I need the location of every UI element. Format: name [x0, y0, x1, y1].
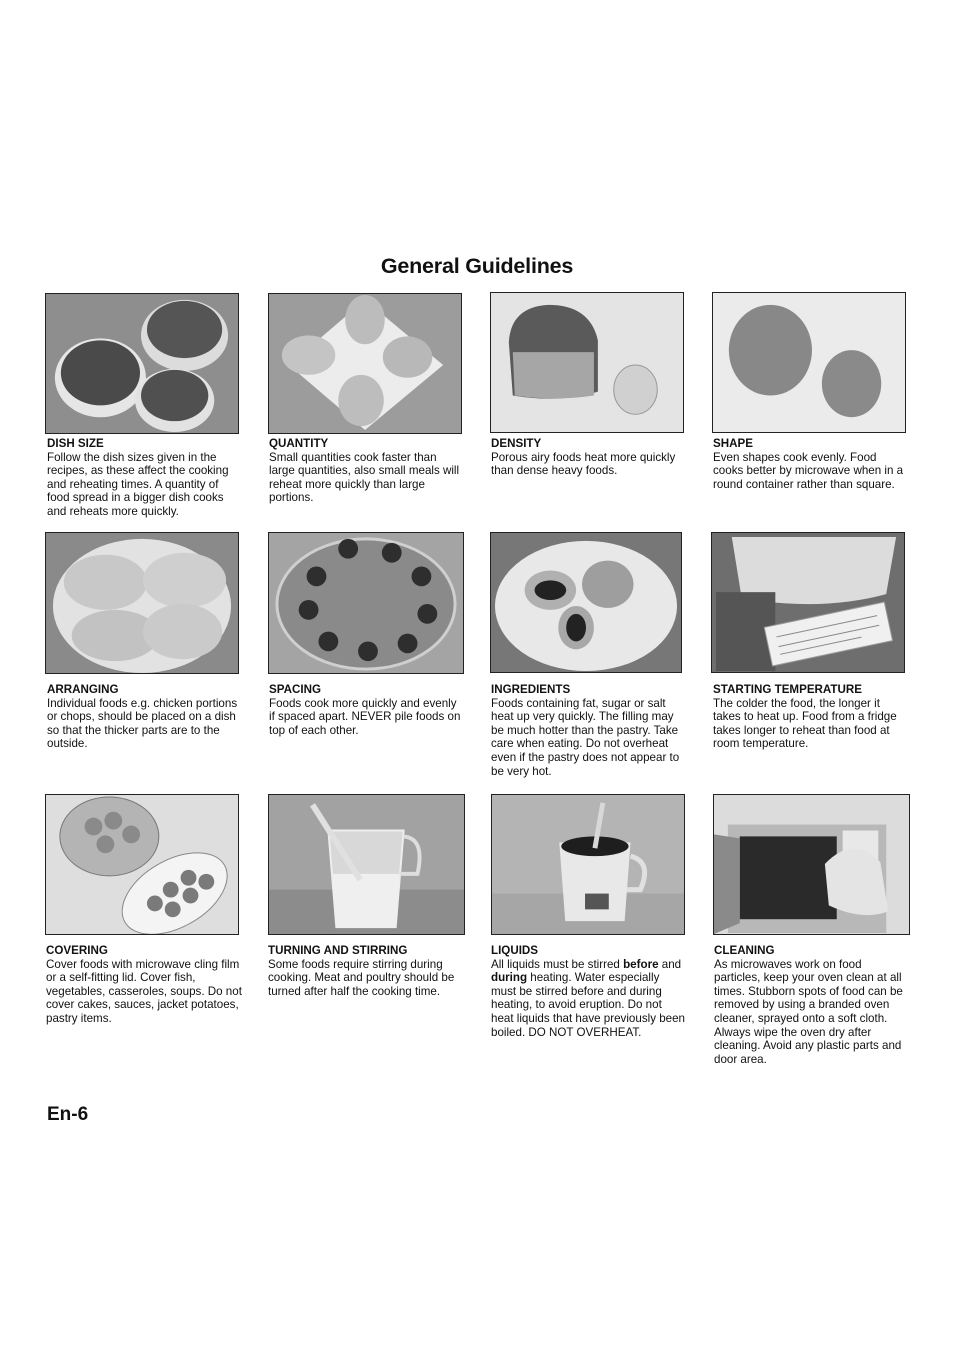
guideline-liquids [491, 944, 685, 1039]
dish-size-photo [45, 293, 239, 434]
guideline-heading: DENSITY [491, 437, 542, 450]
guideline-heading: CLEANING [714, 944, 775, 957]
guideline-ingredients [491, 683, 685, 778]
guideline-turning-and-stirring [268, 944, 464, 998]
guideline-arranging [47, 683, 242, 751]
guideline-heading: SHAPE [713, 437, 753, 450]
guideline-cleaning [714, 944, 911, 1066]
guideline-heading: TURNING AND STIRRING [268, 944, 408, 957]
guideline-heading: COVERING [46, 944, 108, 957]
guideline-text: Individual foods e.g. chicken portions or chops, should be placed on a dish so that the thicker parts are to the outside. [47, 696, 238, 751]
guideline-quantity [269, 437, 463, 505]
guideline-heading: ARRANGING [47, 683, 119, 696]
guideline-text-part: heating. Water especially must be stirred before and during heating, to avoid eruption. Do not heat liquids that have previously been boiled. DO NOT OVERHEAT. [491, 971, 686, 1039]
page-number: En-6 [47, 1104, 89, 1125]
guideline-heading: DISH SIZE [47, 437, 104, 450]
guideline-text-part: and [658, 957, 682, 971]
guideline-text: The colder the food, the longer it takes to heat up. Food from a fridge takes longer to reheat than food at room temperature. [713, 696, 897, 751]
cleaning-photo [713, 794, 910, 935]
guideline-text: Foods cook more quickly and evenly if spaced apart. NEVER pile foods on top of each other. [269, 696, 461, 737]
guideline-heading: INGREDIENTS [491, 683, 571, 696]
arranging-photo [45, 532, 239, 674]
guideline-text-part: All liquids must be stirred [491, 957, 624, 971]
shape-photo [712, 292, 906, 433]
density-photo [490, 292, 684, 433]
guideline-covering [46, 944, 242, 1026]
turning-and-stirring-photo [268, 794, 465, 935]
guideline-emphasis: before [623, 957, 659, 971]
covering-photo [45, 794, 239, 935]
guideline-shape [713, 437, 907, 491]
guideline-text: As microwaves work on food particles, keep your oven clean at all times. Stubborn spots of food can be removed by using a branded oven cleaner, sprayed onto a soft cloth. Always wipe the oven dry after cleaning. Avoid any plastic parts and door area. [714, 957, 903, 1066]
guideline-text: Some foods require stirring during cooking. Meat and poultry should be turned after half the cooking time. [268, 957, 455, 998]
guideline-text: Cover foods with microwave cling film or a self-fitting lid. Cover fish, vegetables, casseroles, soups. Do not cover cakes, sauces, jacket potatoes, pastry items. [46, 957, 242, 1025]
page-title: General Guidelines [380, 254, 574, 278]
liquids-photo [491, 794, 685, 935]
starting-temperature-photo [711, 532, 905, 673]
guideline-spacing [269, 683, 463, 737]
guideline-starting-temperature [713, 683, 907, 751]
guideline-text: Porous airy foods heat more quickly than dense heavy foods. [491, 450, 676, 478]
quantity-photo [268, 293, 462, 434]
guideline-dish-size [47, 437, 242, 519]
spacing-photo [268, 532, 464, 674]
guideline-emphasis: during [491, 971, 528, 985]
guideline-text: Even shapes cook evenly. Food cooks better by microwave when in a round container rather than square. [713, 450, 904, 491]
guideline-text: Follow the dish sizes given in the recipes, as these affect the cooking and reheating times. A quantity of food spread in a bigger dish cooks and reheats more quickly. [47, 450, 229, 518]
guideline-text: Small quantities cook faster than large quantities, also small meals will reheat more quickly than large portions. [269, 450, 460, 505]
guideline-heading: SPACING [269, 683, 321, 696]
ingredients-photo [490, 532, 682, 673]
guideline-text: Foods containing fat, sugar or salt heat up very quickly. The filling may be much hotter than the pastry. Take care when eating. Do not overheat even if the pastry does not appear to be very hot. [491, 696, 680, 778]
guideline-heading: LIQUIDS [491, 944, 539, 957]
guideline-density [491, 437, 685, 478]
guideline-heading: STARTING TEMPERATURE [713, 683, 862, 696]
guideline-heading: QUANTITY [269, 437, 329, 450]
